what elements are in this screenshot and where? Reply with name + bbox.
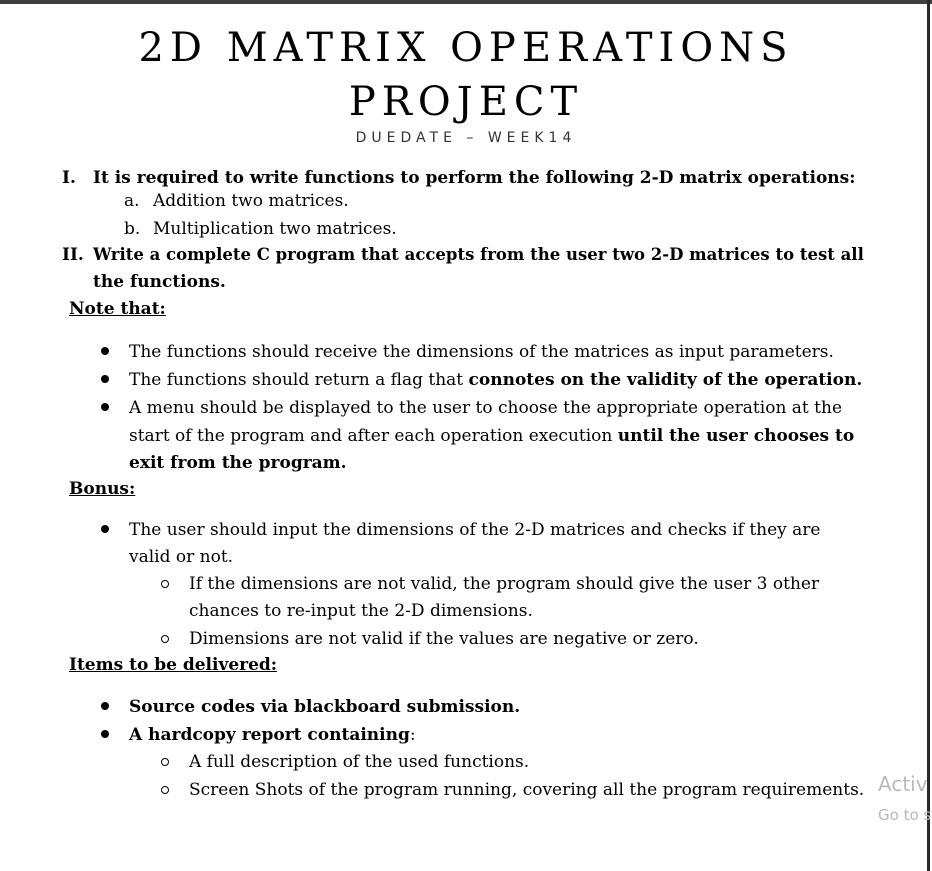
- bonus-bullet-1-line-2: valid or not.: [129, 547, 234, 567]
- deliver-sub-1: A full description of the used functions.: [189, 752, 530, 772]
- bullet-dot: [101, 702, 109, 710]
- title-line-1: 2D MATRIX OPERATIONS: [138, 25, 794, 71]
- note-heading: Note that:: [69, 299, 166, 319]
- deliver-bullet-1: Source codes via blackboard submission.: [129, 697, 521, 717]
- activation-watermark-line-1: Activ: [878, 772, 928, 796]
- bonus-sub-1-line-1: If the dimensions are not valid, the program should give the user 3 other: [189, 574, 820, 594]
- bonus-sub-1-line-2: chances to re-input the 2-D dimensions.: [189, 601, 533, 621]
- note-bullet-2-bold: connotes on the validity of the operation.: [468, 370, 863, 390]
- note-bullet-3-normal: start of the program and after each operation execution: [129, 426, 618, 446]
- title-line-2: PROJECT: [348, 79, 584, 125]
- deliver-sub-2: Screen Shots of the program running, covering all the program requirements.: [189, 780, 865, 800]
- section-2-line-2: the functions.: [93, 272, 226, 292]
- sub-bullet-circle: [161, 580, 169, 588]
- section-2-line-1: Write a complete C program that accepts from the user two 2-D matrices to test all: [93, 245, 864, 264]
- note-bullet-3-line-2: [129, 425, 854, 447]
- due-date-subtitle: DUEDATE – WEEK14: [355, 130, 577, 146]
- section-1-text: It is required to write functions to perform the following 2-D matrix operations:: [93, 168, 856, 188]
- section-2-marker: II.: [62, 245, 84, 265]
- note-bullet-3-line-1: A menu should be displayed to the user to choose the appropriate operation at the: [129, 398, 843, 418]
- note-bullet-1: The functions should receive the dimensions of the matrices as input parameters.: [129, 342, 834, 362]
- top-border: [0, 0, 932, 4]
- section-1-marker: I.: [62, 168, 76, 188]
- bullet-dot: [101, 730, 109, 738]
- bullet-dot: [101, 525, 109, 533]
- sub-bullet-circle: [161, 635, 169, 643]
- deliver-bullet-2: [129, 724, 416, 746]
- note-bullet-3-line-3: exit from the program.: [129, 453, 347, 473]
- deliver-bullet-2-colon: :: [409, 725, 416, 745]
- bonus-sub-2: Dimensions are not valid if the values are negative or zero.: [189, 629, 699, 649]
- item-b-text: Multiplication two matrices.: [153, 219, 397, 239]
- item-a-text: Addition two matrices.: [153, 191, 349, 211]
- bullet-dot: [101, 403, 109, 411]
- bullet-dot: [101, 375, 109, 383]
- note-bullet-2: [129, 369, 862, 391]
- deliver-heading: Items to be delivered:: [69, 655, 278, 675]
- bonus-bullet-1-line-1: The user should input the dimensions of the 2-D matrices and checks if they are: [129, 520, 821, 540]
- deliver-bullet-2-bold: A hardcopy report containing: [129, 725, 410, 745]
- item-a-marker: a.: [124, 191, 140, 211]
- sub-bullet-circle: [161, 786, 169, 794]
- bonus-heading: Bonus:: [69, 479, 136, 499]
- note-bullet-3-bold: until the user chooses to: [617, 426, 855, 446]
- bullet-dot: [101, 347, 109, 355]
- sub-bullet-circle: [161, 758, 169, 766]
- note-bullet-2-normal: The functions should return a flag that: [129, 370, 469, 390]
- item-b-marker: b.: [124, 219, 141, 239]
- activation-watermark-line-2: Go to s: [878, 806, 932, 824]
